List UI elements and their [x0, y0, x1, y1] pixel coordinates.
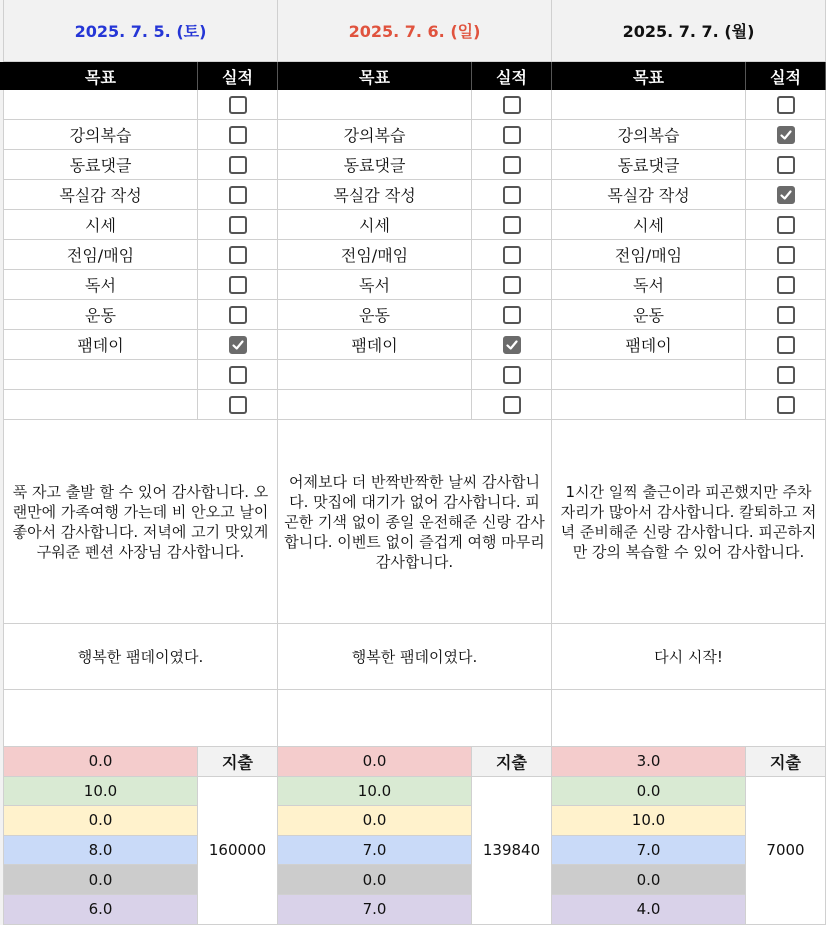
goal-cell[interactable]: 전임/매임 — [4, 240, 198, 270]
result-checkbox[interactable] — [503, 276, 521, 294]
result-checkbox[interactable] — [229, 276, 247, 294]
expense-label: 지출 — [198, 747, 278, 777]
result-checkbox[interactable] — [777, 396, 795, 414]
result-cell — [198, 150, 278, 180]
result-checkbox[interactable] — [229, 336, 247, 354]
goal-cell[interactable]: 운동 — [552, 300, 746, 330]
goal-cell[interactable] — [4, 390, 198, 420]
result-checkbox[interactable] — [229, 306, 247, 324]
tracker-value-cell[interactable]: 0.0 — [552, 777, 746, 807]
result-cell — [746, 150, 826, 180]
result-checkbox[interactable] — [503, 216, 521, 234]
goal-cell[interactable]: 강의복습 — [4, 120, 198, 150]
goal-cell[interactable]: 운동 — [278, 300, 472, 330]
result-cell — [472, 90, 552, 120]
result-cell — [746, 180, 826, 210]
result-checkbox[interactable] — [503, 366, 521, 384]
result-cell — [746, 300, 826, 330]
result-cell — [472, 120, 552, 150]
result-checkbox[interactable] — [503, 126, 521, 144]
goal-cell[interactable] — [278, 360, 472, 390]
result-cell — [746, 360, 826, 390]
result-cell — [198, 360, 278, 390]
result-checkbox[interactable] — [777, 126, 795, 144]
result-column-header: 실적 — [472, 62, 552, 90]
result-checkbox[interactable] — [503, 336, 521, 354]
goal-cell[interactable]: 전임/매임 — [278, 240, 472, 270]
result-checkbox[interactable] — [777, 216, 795, 234]
tracker-value-cell[interactable]: 6.0 — [4, 895, 198, 925]
goal-cell[interactable]: 목실감 작성 — [278, 180, 472, 210]
goal-cell[interactable]: 시세 — [4, 210, 198, 240]
tracker-value-cell[interactable]: 0.0 — [4, 747, 198, 777]
day-column — [552, 0, 826, 925]
expense-value[interactable]: 160000 — [198, 777, 278, 925]
result-checkbox[interactable] — [229, 396, 247, 414]
date-header: 2025. 7. 7. (월) — [552, 0, 826, 62]
tracker-value-cell[interactable]: 7.0 — [552, 836, 746, 866]
tracker-value-cell[interactable]: 10.0 — [4, 777, 198, 807]
result-cell — [198, 300, 278, 330]
result-cell — [472, 390, 552, 420]
result-cell — [198, 210, 278, 240]
result-cell — [746, 240, 826, 270]
expense-value[interactable]: 139840 — [472, 777, 552, 925]
result-checkbox[interactable] — [229, 216, 247, 234]
result-checkbox[interactable] — [229, 366, 247, 384]
result-cell — [472, 360, 552, 390]
tracker-value-cell[interactable]: 3.0 — [552, 747, 746, 777]
goal-cell[interactable]: 운동 — [4, 300, 198, 330]
gratitude-journal-cell[interactable]: 어제보다 더 반짝반짝한 날씨 감사합니다. 맛집에 대기가 없어 감사합니다. 피곤한 기색 없이 종일 운전해준 신랑 감사합니다. 이벤트 없이 즐겁게 여행 마무리 감사합니다. — [278, 420, 552, 624]
result-cell — [746, 330, 826, 360]
result-checkbox[interactable] — [503, 246, 521, 264]
result-checkbox[interactable] — [777, 246, 795, 264]
date-header: 2025. 7. 5. (토) — [4, 0, 278, 62]
memo-cell[interactable]: 행복한 팸데이였다. — [278, 624, 552, 690]
day-column — [4, 0, 278, 925]
result-cell — [198, 390, 278, 420]
goal-cell[interactable] — [4, 90, 198, 120]
result-cell — [198, 240, 278, 270]
goal-cell[interactable]: 팸데이 — [4, 330, 198, 360]
result-checkbox[interactable] — [503, 396, 521, 414]
result-checkbox[interactable] — [503, 306, 521, 324]
goal-cell[interactable] — [278, 90, 472, 120]
result-checkbox[interactable] — [229, 96, 247, 114]
result-cell — [198, 330, 278, 360]
goal-cell[interactable]: 독서 — [278, 270, 472, 300]
result-checkbox[interactable] — [229, 186, 247, 204]
result-cell — [746, 90, 826, 120]
result-cell — [746, 270, 826, 300]
gratitude-journal-cell[interactable]: 푹 자고 출발 할 수 있어 감사합니다. 오랜만에 가족여행 가는데 비 안오고 날이 좋아서 감사합니다. 저녁에 고기 맛있게 구워준 펜션 사장님 감사합니다. — [4, 420, 278, 624]
result-checkbox[interactable] — [777, 276, 795, 294]
result-checkbox[interactable] — [503, 156, 521, 174]
result-checkbox[interactable] — [229, 246, 247, 264]
result-checkbox[interactable] — [777, 366, 795, 384]
result-cell — [472, 330, 552, 360]
gratitude-journal-cell[interactable]: 1시간 일찍 출근이라 피곤했지만 주차 자리가 많아서 감사합니다. 칼퇴하고 저녁 준비해준 신랑 감사합니다. 피곤하지만 강의 복습할 수 있어 감사합니다. — [552, 420, 826, 624]
tracker-value-cell[interactable]: 4.0 — [552, 895, 746, 925]
tracker-value-cell[interactable]: 10.0 — [278, 777, 472, 807]
tracker-value-cell[interactable]: 10.0 — [552, 806, 746, 836]
result-cell — [746, 390, 826, 420]
goal-cell[interactable]: 목실감 작성 — [552, 180, 746, 210]
goal-cell[interactable] — [278, 390, 472, 420]
result-cell — [746, 210, 826, 240]
result-checkbox[interactable] — [777, 306, 795, 324]
date-header: 2025. 7. 6. (일) — [278, 0, 552, 62]
tracker-value-cell[interactable]: 0.0 — [4, 806, 198, 836]
result-cell — [198, 90, 278, 120]
goal-column-header: 목표 — [552, 62, 746, 90]
result-cell — [472, 180, 552, 210]
goal-cell[interactable] — [4, 360, 198, 390]
extra-note-cell[interactable] — [278, 690, 552, 747]
goal-cell[interactable]: 시세 — [278, 210, 472, 240]
goal-cell[interactable]: 독서 — [4, 270, 198, 300]
extra-note-cell[interactable] — [552, 690, 826, 747]
result-checkbox[interactable] — [777, 96, 795, 114]
result-cell — [198, 270, 278, 300]
goal-cell[interactable]: 팸데이 — [552, 330, 746, 360]
tracker-value-cell[interactable]: 0.0 — [278, 747, 472, 777]
result-cell — [472, 150, 552, 180]
day-column — [278, 0, 552, 925]
result-checkbox[interactable] — [229, 156, 247, 174]
result-checkbox[interactable] — [777, 156, 795, 174]
goal-cell[interactable]: 강의복습 — [552, 120, 746, 150]
tracker-value-cell[interactable]: 8.0 — [4, 836, 198, 866]
goal-column-header: 목표 — [278, 62, 472, 90]
result-checkbox[interactable] — [777, 336, 795, 354]
result-cell — [472, 240, 552, 270]
tracker-value-cell[interactable]: 7.0 — [278, 836, 472, 866]
result-checkbox[interactable] — [503, 186, 521, 204]
goal-cell[interactable]: 동료댓글 — [552, 150, 746, 180]
result-cell — [472, 210, 552, 240]
result-cell — [746, 120, 826, 150]
goal-cell[interactable]: 전임/매임 — [552, 240, 746, 270]
expense-label: 지출 — [746, 747, 826, 777]
result-checkbox[interactable] — [229, 126, 247, 144]
goal-cell[interactable]: 팸데이 — [278, 330, 472, 360]
goal-cell[interactable]: 목실감 작성 — [4, 180, 198, 210]
goal-cell[interactable]: 독서 — [552, 270, 746, 300]
result-checkbox[interactable] — [777, 186, 795, 204]
expense-label: 지출 — [472, 747, 552, 777]
result-column-header: 실적 — [746, 62, 826, 90]
tracker-value-cell[interactable]: 0.0 — [552, 865, 746, 895]
goal-cell[interactable]: 동료댓글 — [4, 150, 198, 180]
result-checkbox[interactable] — [503, 96, 521, 114]
goal-cell[interactable]: 동료댓글 — [278, 150, 472, 180]
tracker-value-cell[interactable]: 0.0 — [4, 865, 198, 895]
goal-cell[interactable] — [552, 360, 746, 390]
result-cell — [472, 270, 552, 300]
memo-cell[interactable]: 행복한 팸데이였다. — [4, 624, 278, 690]
result-cell — [198, 180, 278, 210]
tracker-value-cell[interactable]: 0.0 — [278, 865, 472, 895]
tracker-value-cell[interactable]: 7.0 — [278, 895, 472, 925]
goal-cell[interactable]: 강의복습 — [278, 120, 472, 150]
goal-cell[interactable] — [552, 90, 746, 120]
result-cell — [198, 120, 278, 150]
result-column-header: 실적 — [198, 62, 278, 90]
goal-column-header: 목표 — [4, 62, 198, 90]
tracker-value-cell[interactable]: 0.0 — [278, 806, 472, 836]
extra-note-cell[interactable] — [4, 690, 278, 747]
expense-value[interactable]: 7000 — [746, 777, 826, 925]
result-cell — [472, 300, 552, 330]
goal-cell[interactable] — [552, 390, 746, 420]
memo-cell[interactable]: 다시 시작! — [552, 624, 826, 690]
goal-cell[interactable]: 시세 — [552, 210, 746, 240]
